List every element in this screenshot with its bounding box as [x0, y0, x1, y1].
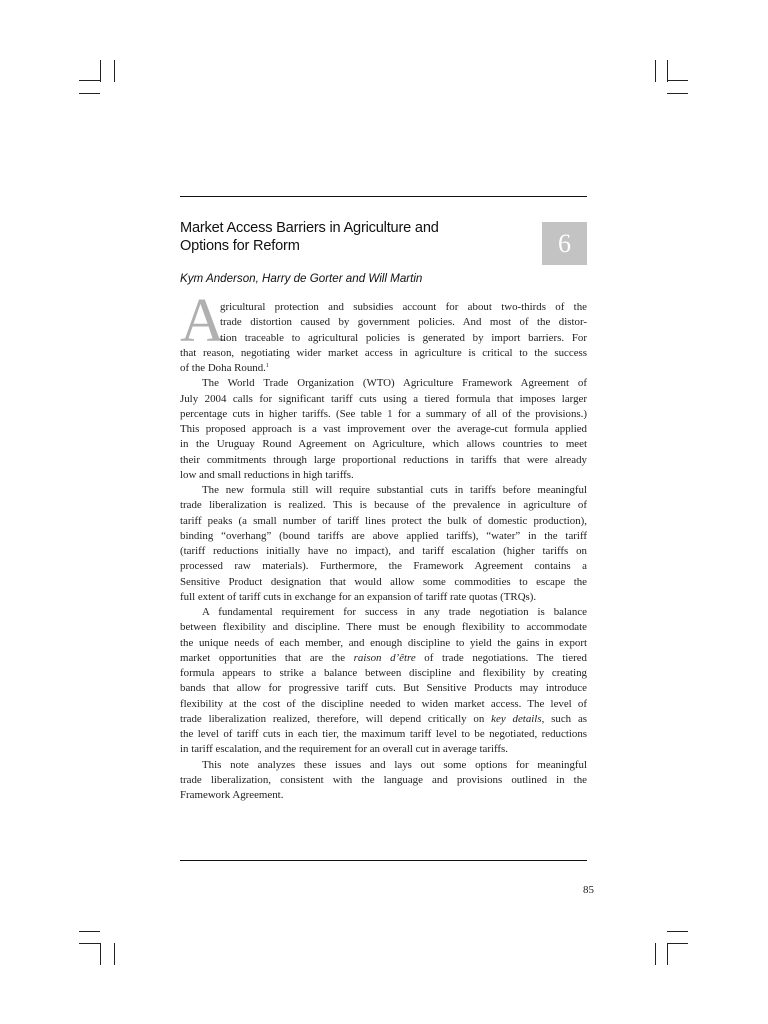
text-line: that reason, negotiating wider market access in agriculture is critical to the success	[180, 346, 587, 359]
footnote-ref: 1	[265, 363, 269, 369]
text-line: (tariff reductions initially have no impact), and tariff escalation (higher tariffs on	[180, 545, 587, 557]
text-line: trade liberalization is realized. This is because of the prevalence in agriculture of	[180, 499, 587, 512]
crop-mark-bottom-left	[114, 943, 115, 965]
crop-mark-bottom-left	[100, 943, 101, 965]
text-line: processed raw materials). Furthermore, the Framework Agreement contains a	[180, 560, 587, 573]
text-fragment: of trade negotiations. The tiered	[415, 651, 587, 664]
text-fragment: trade liberalization realized, therefore, will depend critically on	[180, 712, 492, 725]
text-line: full extent of tariff cuts in exchange for an expansion of tariff rate quotas (TRQs).	[180, 590, 537, 603]
text-line: binding “overhang” (bound tariffs are above applied tariffs), “water” in the tariff	[180, 529, 587, 542]
page-number: 85	[583, 884, 594, 896]
text-line: flexibility at the cost of the discipline needed to widen market access. The level of	[180, 697, 587, 710]
chapter-number-box	[542, 222, 587, 265]
text-line: their commitments through large proportional reductions in tariffs that were already	[180, 453, 587, 466]
text-line: Framework Agreement.	[180, 789, 284, 801]
text-line: in the Uruguay Round Agreement on Agriculture, which allows countries to meet	[180, 438, 587, 451]
italic-phrase: key details	[491, 712, 542, 725]
text-line	[180, 361, 587, 376]
text-fragment: of the Doha Round.	[180, 362, 266, 374]
text-line: tion traceable to agricultural policies is generated by import barriers. For	[220, 331, 587, 344]
text-line: low and small reductions in high tariffs.	[180, 468, 354, 481]
text-line: in tariff escalation, and the requirement for an overall cut in average tariffs.	[180, 743, 508, 756]
footer-rule	[180, 860, 587, 861]
paragraph	[180, 376, 587, 483]
crop-mark-top-left	[100, 60, 101, 82]
crop-mark-top-right	[667, 80, 688, 81]
crop-mark-bottom-right	[667, 931, 688, 932]
crop-mark-bottom-right	[655, 943, 656, 965]
text-fragment: market opportunities that are the	[180, 651, 354, 664]
text-line	[180, 651, 587, 666]
text-line: bands that allow for progressive tariff cuts. But Sensitive Products may introduce	[180, 682, 587, 695]
text-line: formula appears to strike a balance between discipline and flexibility by creating	[180, 667, 587, 679]
crop-mark-bottom-left	[79, 943, 100, 944]
italic-phrase: raison d’être	[353, 651, 416, 664]
text-line: The new formula still will require substantial cuts in tariffs before meaningful	[202, 484, 587, 496]
text-line: trade distortion caused by government policies. And most of the distor-	[220, 316, 587, 329]
crop-mark-top-right	[667, 93, 688, 94]
text-line: This note analyzes these issues and lays out some options for meaningful	[202, 758, 587, 771]
chapter-number: 6	[558, 228, 571, 258]
text-line: the unique needs of each member, and enough discipline to yield the gains in export	[180, 636, 587, 649]
header-rule	[180, 196, 587, 197]
text-line: between flexibility and discipline. There must be enough flexibility to accommodate	[180, 621, 587, 634]
text-fragment: , such as	[541, 712, 587, 725]
drop-cap: A	[180, 287, 225, 355]
crop-mark-bottom-left	[79, 931, 100, 932]
paragraph	[180, 300, 587, 376]
crop-mark-top-right	[667, 60, 668, 82]
text-line: gricultural protection and subsidies account for about two-thirds of the	[220, 301, 587, 313]
text-line: tariff peaks (a small number of tariff lines protect the bulk of domestic production),	[180, 514, 587, 527]
crop-mark-bottom-right	[667, 943, 688, 944]
chapter-title-line: Market Access Barriers in Agriculture and	[180, 220, 439, 236]
crop-mark-top-left	[114, 60, 115, 82]
text-line: A fundamental requirement for success in any trade negotiation is balance	[202, 606, 587, 618]
text-line: This proposed approach is a vast improvement over the average-cut formula applied	[180, 423, 587, 435]
text-line: percentage cuts in higher tariffs. (See table 1 for a summary of all of the provisions.)	[180, 407, 587, 420]
paragraph	[180, 758, 587, 804]
text-line: July 2004 calls for significant tariff cuts using a tiered formula that imposes larger	[180, 392, 587, 405]
chapter-title-line: Options for Reform	[180, 238, 300, 254]
text-line: the level of tariff cuts in each tier, the maximum tariff level to be negotiated, reductions	[180, 728, 587, 740]
paragraph	[180, 605, 587, 758]
crop-mark-top-left	[79, 93, 100, 94]
text-line	[180, 712, 587, 727]
chapter-authors: Kym Anderson, Harry de Gorter and Will Martin	[180, 272, 423, 285]
crop-mark-top-right	[655, 60, 656, 82]
body-text	[180, 300, 587, 803]
text-line: trade liberalization, consistent with the language and provisions outlined in the	[180, 773, 587, 786]
crop-mark-bottom-right	[667, 943, 668, 965]
text-line: The World Trade Organization (WTO) Agriculture Framework Agreement of	[202, 377, 587, 390]
paragraph	[180, 483, 587, 605]
text-line: Sensitive Product designation that would allow some commodities to escape the	[180, 575, 587, 588]
chapter-title	[180, 219, 510, 255]
crop-mark-top-left	[79, 80, 100, 81]
